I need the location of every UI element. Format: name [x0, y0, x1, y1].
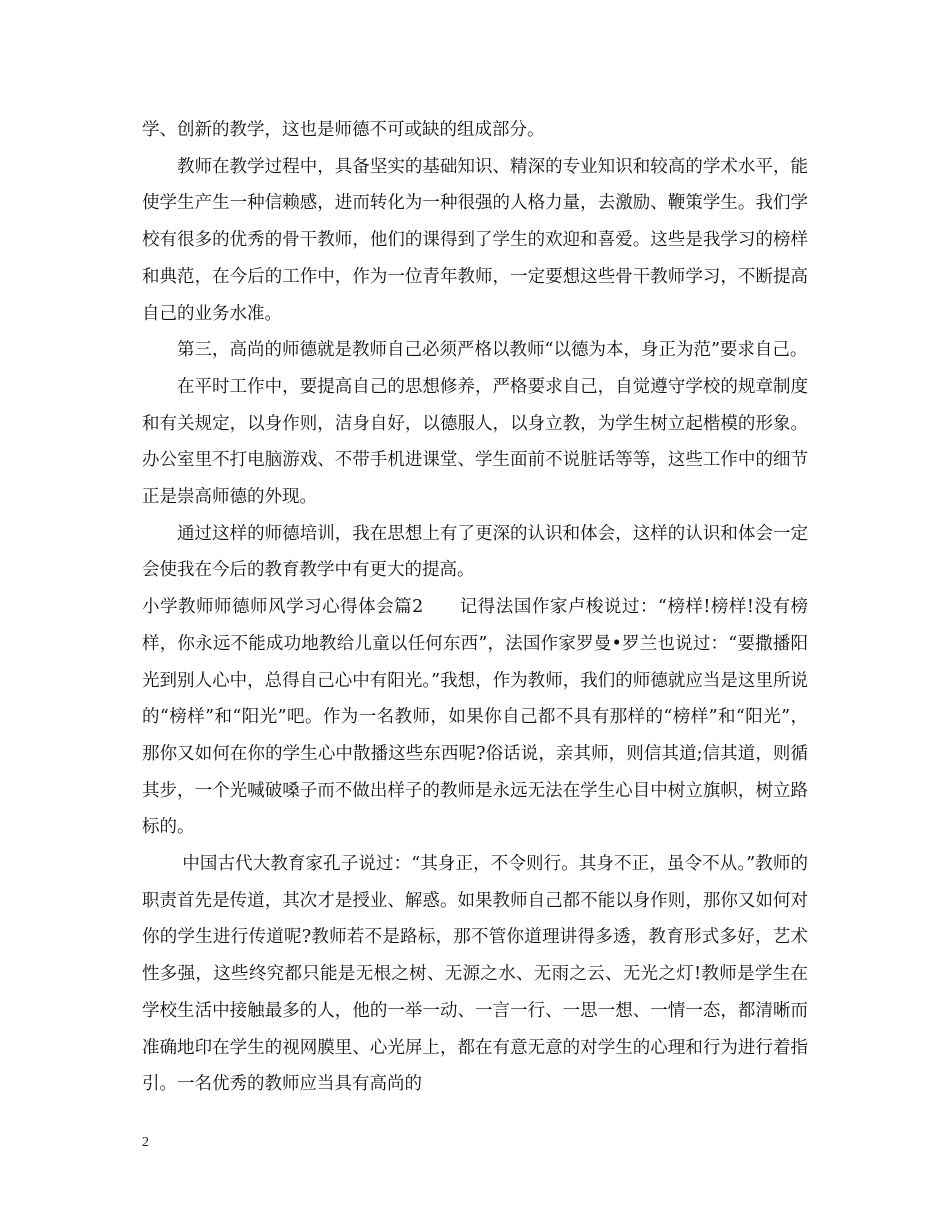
paragraph-teaching-knowledge: 教师在教学过程中，具备坚实的基础知识、精深的专业知识和较高的学术水平，能使学生产生一种信赖感，进而转化为一种很强的人格力量，去激励、鞭策学生。我们学校有很多的优秀的骨干教师，他们的课得到了学生的欢迎和喜爱。这些是我学习的榜样和典范，在今后的工作中，作为一位青年教师，一定要想这些骨干教师学习，不断提高自己的业务水准。 [142, 156, 808, 324]
paragraph-section-2-intro: 小学教师师德师风学习心得体会篇2 记得法国作家卢梭说过：“榜样!榜样!没有榜样，你永远不能成功地教给儿童以任何东西”，法国作家罗曼•罗兰也说过：“要撒播阳光到别人心中，总得自己心中有阳光。”我想，作为教师，我们的师德就应当是这里所说的“榜样”和“阳光”吧。作为一名教师，如果你自己都不具有那样的“榜样”和“阳光”，那你又如何在你的学生心中散播这些东西呢?俗话说，亲其师，则信其道;信其道，则循其步，一个光喊破嗓子而不做出样子的教师是永远无法在学生心目中树立旗帜，树立路标的。 [142, 597, 808, 838]
paragraph-daily-work: 在平时工作中，要提高自己的思想修养，严格要求自己，自觉遵守学校的规章制度和有关规定，以身作则，洁身自好，以德服人，以身立教，为学生树立起楷模的形象。办公室里不打电脑游戏、不带手机进课堂、学生面前不说脏话等等，这些工作中的细节正是崇高师德的外现。 [142, 376, 808, 508]
paragraph-continuation: 学、创新的教学，这也是师德不可或缺的组成部分。 [142, 120, 545, 140]
page-number: 2 [142, 1135, 149, 1150]
document-body [142, 112, 808, 1103]
paragraph-third-point: 第三，高尚的师德就是教师自己必须严格以教师“以德为本，身正为范”要求自己。 [177, 340, 808, 361]
paragraph-training-summary: 通过这样的师德培训，我在思想上有了更深的认识和体会，这样的认识和体会一定会使我在今后的教育教学中有更大的提高。 [142, 523, 808, 581]
paragraph-confucius: 中国古代大教育家孔子说过：“其身正，不令则行。其身不正，虽令不从。”教师的职责首先是传道，其次才是授业、解惑。如果教师自己都不能以身作则，那你又如何对你的学生进行传道呢?教师若不是路标，那不管你道理讲得多透，教育形式多好，艺术性多强，这些终究都只能是无根之树、无源之水、无雨之云、无光之灯!教师是学生在学校生活中接触最多的人，他的一举一动、一言一行、一思一想、一情一态，都清晰而准确地印在学生的视网膜里、心光屏上，都在有意无意的对学生的心理和行为进行着指引。一名优秀的教师应当具有高尚的 [142, 854, 808, 1095]
